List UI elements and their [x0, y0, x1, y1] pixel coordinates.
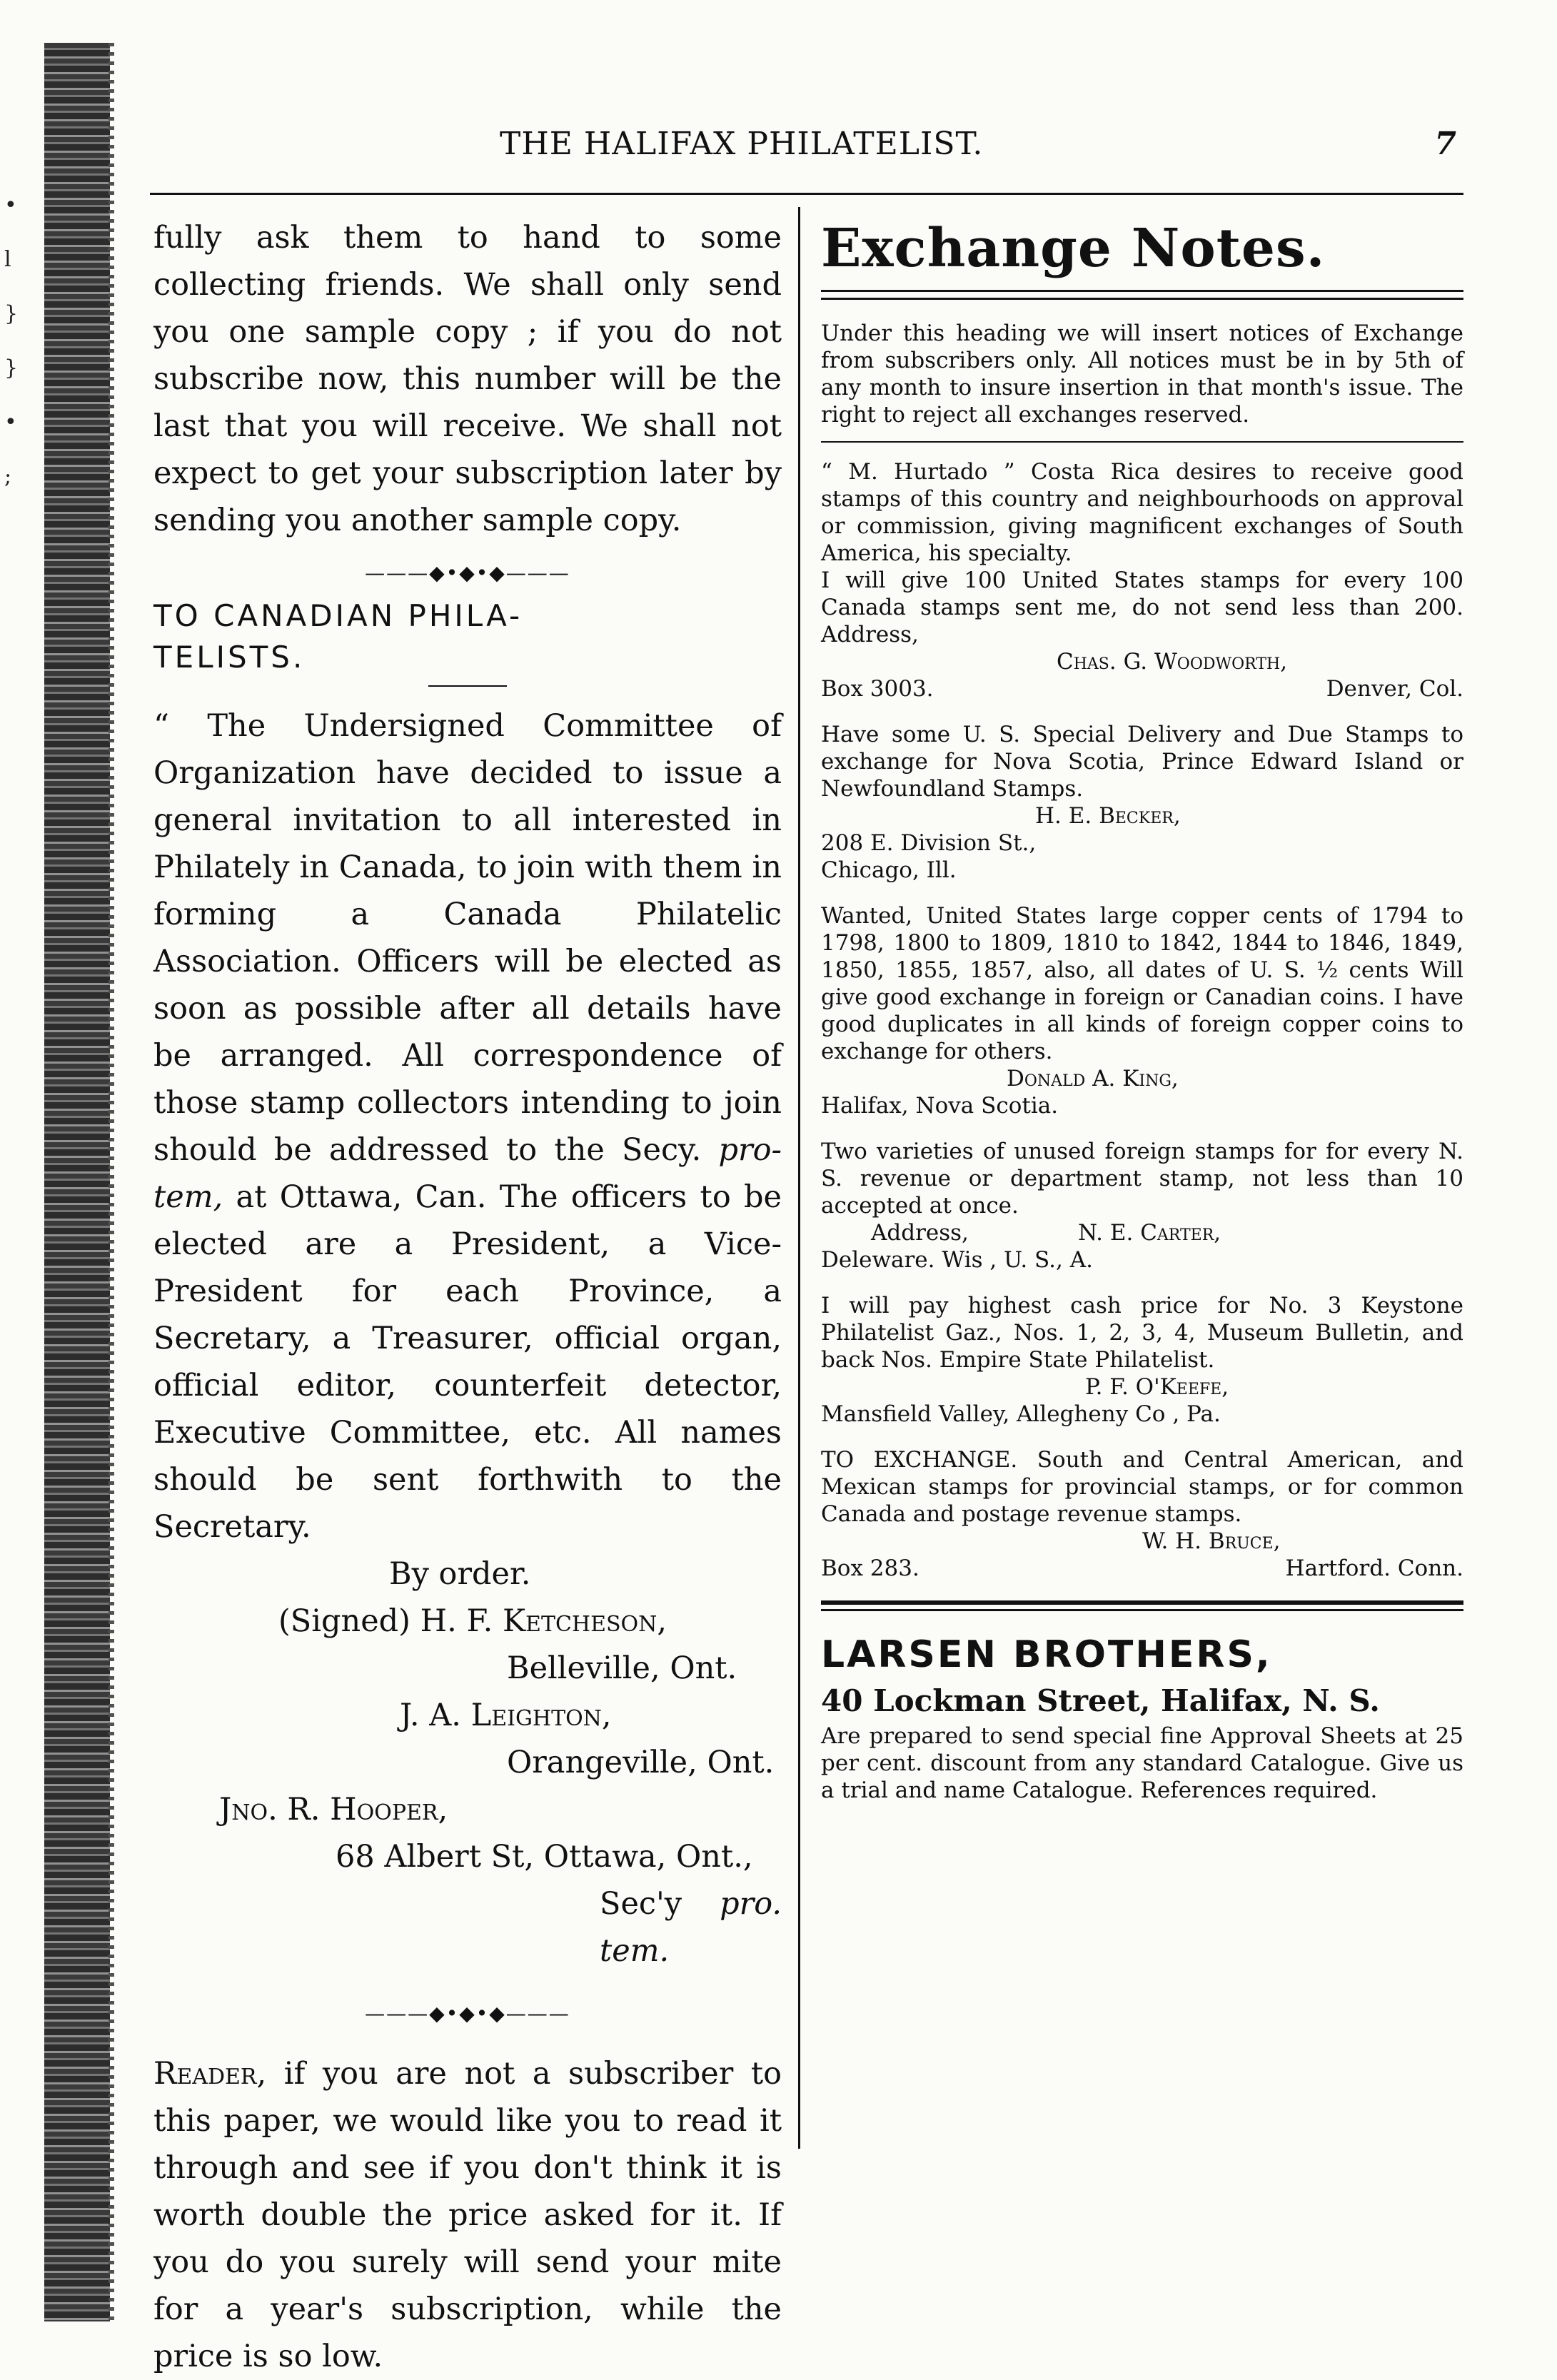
left-column — [153, 214, 782, 2380]
page-header — [150, 126, 1463, 176]
signature-2 — [153, 1692, 782, 1739]
entry-name: P. F. O'Keefe, — [1085, 1374, 1229, 1400]
double-rule — [821, 290, 1463, 300]
signature-3-title — [153, 1880, 782, 1975]
signature-3-title-a: Sec'y — [600, 1886, 682, 1922]
entry-place: Mansfield Valley, Allegheny Co , Pa. — [821, 1401, 1221, 1427]
entry-body: Two varieties of unused foreign stamps for for every N. S. revenue or department stamp, not less than 10 accepted at once. — [821, 1139, 1463, 1219]
by-order: By order. — [389, 1556, 531, 1592]
margin-mark: • — [4, 193, 17, 218]
header-rule — [150, 193, 1463, 195]
entry-address-row — [821, 1219, 1463, 1246]
entry-box: Box 283. — [821, 1555, 919, 1581]
signature-1-prefix: (Signed) H. F. — [278, 1603, 493, 1639]
exchange-entry: “ M. Hurtado ” Costa Rica desires to receive good stamps of this country and neighbourhoods on approval or commission, giving magnificent exchanges of South America, his specialty. — [821, 459, 1463, 566]
notice-body-b: at Ottawa, Can. The officers to be elected are a President, a Vice-President for each Province, a Secretary, a Treasurer, official organ, official editor, counterfeit detector, Executive Committee, etc. All names should be sent forthwith to the Secretary. — [153, 1179, 782, 1545]
notice-title-line-2: TELISTS. — [153, 640, 306, 675]
signature-3 — [153, 1786, 782, 1833]
advertisement-rule — [821, 1600, 1463, 1611]
exchange-intro: Under this heading we will insert notices of Exchange from subscribers only. All notices must be in by 5th of any month to insure insertion in that month's issue. The right to reject all exchanges reserved. — [821, 321, 1463, 428]
ornament-divider-2: ———◆•◆•◆——— — [365, 2002, 570, 2025]
exchange-entry — [821, 902, 1463, 1119]
entry-box: Box 3003. — [821, 676, 934, 702]
signature-3-title-em: pro. tem. — [600, 1886, 782, 1969]
notice-body-a: “ The Undersigned Committee of Organization have decided to issue a general invitation to all interested in Philately in Canada, to join with them in forming a Canada Philatelic Association. Officers will be elected as soon as possible after all details have be arranged. All correspondence of those stamp collectors intending to join should be addressed to the Secy. — [153, 708, 782, 1168]
signature-3-prefix: Jno. R. — [219, 1792, 321, 1827]
entry-body: Have some U. S. Special Delivery and Due Stamps to exchange for Nova Scotia, Prince Edward Island or Newfoundland Stamps. — [821, 722, 1463, 802]
exchange-entry — [821, 721, 1463, 884]
margin-mark: • — [4, 410, 17, 435]
entry-name: H. E. Becker, — [1035, 803, 1181, 829]
signature-2-prefix: J. A. — [400, 1698, 461, 1733]
advertisement-body: Are prepared to send special fine Approval Sheets at 25 per cent. discount from any standard Catalogue. Give us a trial and name Catalogue. References required. — [821, 1723, 1463, 1803]
continued-paragraph: fully ask them to hand to some collecting friends. We shall only send you one sample copy ; if you do not subscribe now, this number will be the last that you will receive. We shall not expect to get your subscription later by sending you another sample copy. — [153, 220, 782, 538]
advertisement-title: LARSEN BROTHERS, — [821, 1633, 1272, 1676]
notice-body-em: pro-tem, — [153, 1132, 782, 1215]
reader-lead: Reader, — [153, 2056, 267, 2092]
entry-street: 208 E. Division St., — [821, 830, 1037, 856]
page-number: 7 — [1434, 126, 1456, 162]
column-divider — [798, 207, 800, 2149]
running-title: THE HALIFAX PHILATELIST. — [500, 126, 984, 162]
advertisement-address: 40 Lockman Street, Halifax, N. S. — [821, 1683, 1380, 1718]
title-rule — [428, 685, 507, 687]
signature-2-place: Orangeville, Ont. — [507, 1745, 775, 1780]
signature-1-place: Belleville, Ont. — [507, 1650, 737, 1686]
margin-mark: ; — [4, 464, 12, 489]
entry-name: Chas. G. Woodworth, — [1057, 649, 1288, 675]
entry-body: I will pay highest cash price for No. 3 Keystone Philatelist Gaz., Nos. 1, 2, 3, 4, Museum Bulletin, and back Nos. Empire State Philatelist. — [821, 1293, 1463, 1373]
entry-place: Deleware. Wis , U. S., A. — [821, 1247, 1093, 1273]
right-column — [821, 213, 1463, 1804]
signature-3-address: 68 Albert St, Ottawa, Ont., — [336, 1839, 753, 1875]
entry-name: N. E. Carter, — [1078, 1220, 1221, 1246]
ornament-divider: ———◆•◆•◆——— — [365, 561, 570, 585]
signature-2-name: Leighton, — [470, 1698, 612, 1733]
reader-paragraph — [153, 2050, 782, 2380]
notice-body — [153, 702, 782, 1550]
intro-rule — [821, 441, 1463, 443]
page-binding-edge — [44, 43, 110, 2321]
advertisement — [821, 1630, 1463, 1804]
exchange-entry — [821, 1292, 1463, 1428]
margin-mark: l — [4, 247, 11, 272]
exchange-entry — [821, 1138, 1463, 1274]
entry-place: Halifax, Nova Scotia. — [821, 1093, 1059, 1119]
entry-name: W. H. Bruce, — [1142, 1528, 1281, 1554]
entry-address-label: Address, — [871, 1220, 969, 1246]
entry-footer — [821, 675, 1463, 702]
section-title: Exchange Notes. — [821, 218, 1326, 279]
entry-name: Donald A. King, — [1007, 1066, 1179, 1091]
entry-footer — [821, 1555, 1463, 1582]
margin-mark: } — [4, 356, 19, 380]
signature-3-name: Hooper, — [330, 1792, 448, 1827]
entry-city: Chicago, Ill. — [821, 857, 957, 883]
exchange-entry — [821, 1446, 1463, 1582]
signature-1-name: Ketcheson, — [502, 1603, 667, 1639]
entry-place: Denver, Col. — [1326, 676, 1463, 702]
signature-1 — [153, 1598, 782, 1645]
entry-body: Wanted, United States large copper cents of 1794 to 1798, 1800 to 1809, 1810 to 1842, 1844 to 1846, 1849, 1850, 1855, 1857, also, all dates of U. S. ½ cents Will give good exchange in foreign or Canadian coins. I have good duplicates in all kinds of foreign copper coins to exchange for others. — [821, 903, 1463, 1064]
entry-body: TO EXCHANGE. South and Central American, and Mexican stamps for provincial stamps, or for common Canada and postage revenue stamps. — [821, 1447, 1463, 1527]
margin-marks — [4, 178, 21, 504]
notice-title-line-1: TO CANADIAN PHILA- — [153, 598, 523, 633]
reader-body: if you are not a subscriber to this paper, we would like you to read it through and see if you don't think it is worth double the price asked for it. If you do you surely will send your mite for a year's subscription, while the price is so low. — [153, 2056, 782, 2374]
entry-body: I will give 100 United States stamps for every 100 Canada stamps sent me, do not send less than 200. Address, — [821, 568, 1463, 647]
margin-mark: } — [4, 301, 19, 326]
exchange-entry — [821, 567, 1463, 702]
entry-place: Hartford. Conn. — [1285, 1555, 1463, 1581]
